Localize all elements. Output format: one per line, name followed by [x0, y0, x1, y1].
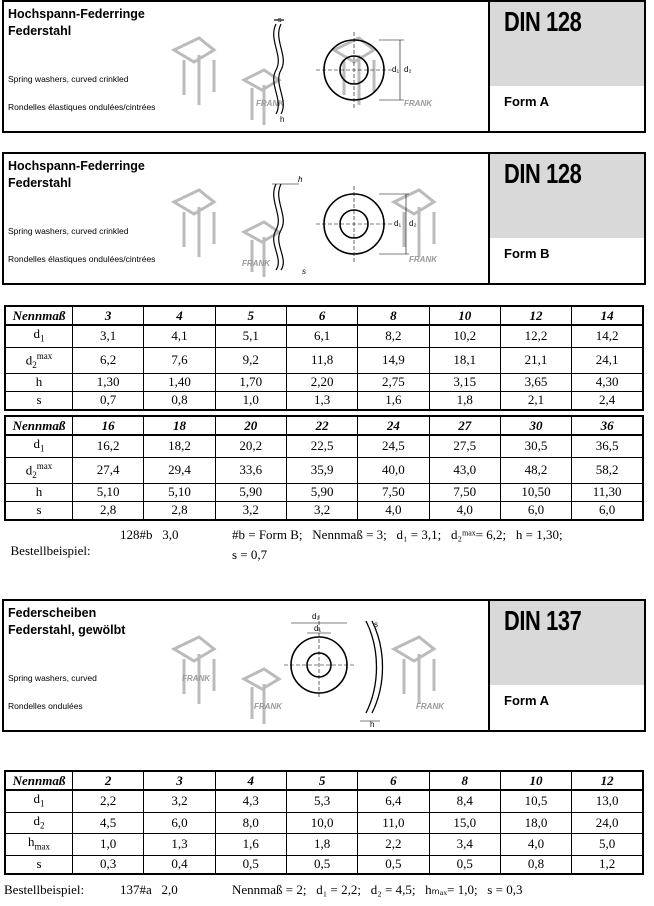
- table-cell: 4,0: [358, 501, 429, 520]
- form-label: Form A: [504, 94, 550, 109]
- table-cell: 3,2: [144, 790, 215, 812]
- table-cell: 13,0: [572, 790, 643, 812]
- table-cell: 2: [73, 771, 144, 790]
- table-cell: 3: [73, 306, 144, 325]
- header-right: [488, 601, 644, 730]
- table-cell: 4: [215, 771, 286, 790]
- table-cell: 3,65: [500, 373, 571, 391]
- table-row: [5, 435, 643, 457]
- order-code-2: 137#a 2,0: [120, 882, 178, 897]
- table-row: [5, 855, 643, 874]
- table-cell: 48,2: [500, 457, 571, 483]
- frank-logo-icon: [174, 637, 434, 724]
- table-cell: 11,8: [286, 347, 357, 373]
- row-label: Nennmaß: [5, 416, 73, 435]
- row-label: s: [5, 855, 73, 874]
- table-cell: 21,1: [500, 347, 571, 373]
- table-row: [5, 834, 643, 856]
- table-cell: 5,10: [144, 483, 215, 501]
- label-d2: d₂: [312, 612, 320, 621]
- form-label: Form A: [504, 693, 550, 708]
- label-d1: d₁: [314, 624, 322, 633]
- row-label: Nennmaß: [5, 771, 73, 790]
- table-row: [5, 790, 643, 812]
- header-right: [488, 2, 644, 131]
- table-cell: 9,2: [215, 347, 286, 373]
- table-cell: 12: [500, 306, 571, 325]
- label-d2: d₂: [409, 219, 417, 228]
- row-label: $h_{max}$: [5, 834, 73, 856]
- table-cell: 16,2: [73, 435, 144, 457]
- table-cell: 8,2: [358, 325, 429, 347]
- table-cell: 1,8: [286, 834, 357, 856]
- table-cell: 7,6: [144, 347, 215, 373]
- table-cell: 18,1: [429, 347, 500, 373]
- title-line1: Hochspann-Federringe: [8, 159, 145, 173]
- table-cell: 10: [429, 306, 500, 325]
- table-cell: 7,50: [429, 483, 500, 501]
- table-cell: 5,1: [215, 325, 286, 347]
- table-cell: 7,50: [358, 483, 429, 501]
- din-number: DIN 137: [504, 605, 582, 636]
- table-cell: 24,1: [572, 347, 643, 373]
- order-code-1: 128#b 3,0: [120, 527, 179, 542]
- table-cell: 2,8: [144, 501, 215, 520]
- table-cell: 22,5: [286, 435, 357, 457]
- table-cell: 0,4: [144, 855, 215, 874]
- table-cell: 4,30: [572, 373, 643, 391]
- header-din128-form-a: [2, 0, 646, 133]
- table-cell: 5,90: [286, 483, 357, 501]
- table-cell: 11,30: [572, 483, 643, 501]
- table-cell: 5,0: [572, 834, 643, 856]
- table-row: [5, 483, 643, 501]
- washer-drawing-a: [154, 10, 474, 130]
- title-line2: Federstahl: [8, 24, 72, 38]
- table-cell: 30: [500, 416, 571, 435]
- brand-watermark: FRANK: [242, 259, 270, 268]
- table-cell: 24,5: [358, 435, 429, 457]
- title-line1: Federscheiben: [8, 606, 97, 620]
- english-name: Spring washers, curved: [8, 673, 97, 683]
- label-s: s: [278, 17, 282, 24]
- table-cell: 36,5: [572, 435, 643, 457]
- table-cell: 10: [500, 771, 571, 790]
- table-cell: 20,2: [215, 435, 286, 457]
- side-profile: [360, 621, 383, 721]
- table-cell: 8,0: [215, 812, 286, 834]
- table-cell: 1,0: [215, 391, 286, 410]
- table-cell: 0,5: [286, 855, 357, 874]
- table-cell: 6,0: [572, 501, 643, 520]
- table-header-row: [5, 771, 643, 790]
- table-cell: 3,15: [429, 373, 500, 391]
- order-details-1b: s = 0,7: [232, 547, 268, 562]
- row-label: $d_2$: [5, 812, 73, 834]
- table-cell: 4,5: [73, 812, 144, 834]
- table-cell: 58,2: [572, 457, 643, 483]
- table-cell: 20: [215, 416, 286, 435]
- order-details-1: #b = Form B; Nennmaß = 3; d₁ = 3,1; d₂ᵐᵃˣ= 6,2; h = 1,30;: [232, 527, 563, 542]
- label-h: h: [280, 115, 285, 124]
- product-title: [8, 605, 125, 639]
- table-cell: 12,2: [500, 325, 571, 347]
- table-cell: 1,6: [215, 834, 286, 856]
- table-cell: 16: [73, 416, 144, 435]
- table-row: [5, 501, 643, 520]
- label-d2: d₂: [404, 65, 412, 74]
- french-name: Rondelles élastiques ondulées/cintrées: [8, 102, 156, 112]
- table-cell: 8: [429, 771, 500, 790]
- table-cell: 6,0: [500, 501, 571, 520]
- row-label: $d_1$: [5, 790, 73, 812]
- table-cell: 43,0: [429, 457, 500, 483]
- label-d1: d₁: [392, 65, 400, 74]
- table-cell: 33,6: [215, 457, 286, 483]
- brand-watermark: FRANK: [409, 255, 437, 264]
- table-cell: 1,70: [215, 373, 286, 391]
- table-cell: 2,75: [358, 373, 429, 391]
- table-cell: 6: [358, 771, 429, 790]
- brand-watermark: FRANK: [254, 702, 282, 711]
- table-cell: 36: [572, 416, 643, 435]
- table-cell: 27,4: [73, 457, 144, 483]
- table-cell: 24: [358, 416, 429, 435]
- table-row: [5, 325, 643, 347]
- header-din128-form-b: [2, 152, 646, 285]
- table-header-row: [5, 306, 643, 325]
- row-label: h: [5, 373, 73, 391]
- table-cell: 14: [572, 306, 643, 325]
- table-cell: 2,8: [73, 501, 144, 520]
- table-cell: 6,0: [144, 812, 215, 834]
- table-cell: 22: [286, 416, 357, 435]
- frank-logo-icon: [174, 190, 434, 277]
- table-cell: 1,0: [73, 834, 144, 856]
- table-cell: 40,0: [358, 457, 429, 483]
- table-cell: 1,8: [429, 391, 500, 410]
- header-left: [4, 2, 488, 131]
- label-s: s: [302, 267, 306, 276]
- table-cell: 1,2: [572, 855, 643, 874]
- side-profile: [272, 184, 299, 270]
- din-box: [490, 2, 644, 86]
- table-cell: 0,5: [358, 855, 429, 874]
- din-number: DIN 128: [504, 158, 582, 189]
- table-cell: 18,2: [144, 435, 215, 457]
- brand-watermark: FRANK: [416, 702, 444, 711]
- table-cell: 2,1: [500, 391, 571, 410]
- table-cell: 15,0: [429, 812, 500, 834]
- table-header-row: [5, 416, 643, 435]
- table-cell: 2,2: [358, 834, 429, 856]
- table-cell: 4,3: [215, 790, 286, 812]
- table-cell: 3,2: [215, 501, 286, 520]
- table-cell: 6,1: [286, 325, 357, 347]
- table-cell: 1,40: [144, 373, 215, 391]
- title-line1: Hochspann-Federringe: [8, 7, 145, 21]
- table-cell: 29,4: [144, 457, 215, 483]
- table-cell: 4: [144, 306, 215, 325]
- table-cell: 4,1: [144, 325, 215, 347]
- table-cell: 3: [144, 771, 215, 790]
- title-line2: Federstahl, gewölbt: [8, 623, 126, 637]
- table-cell: 8,4: [429, 790, 500, 812]
- header-din137-form-a: [2, 599, 646, 732]
- table-row: [5, 391, 643, 410]
- din-box: [490, 154, 644, 238]
- table-cell: 5: [286, 771, 357, 790]
- header-left: [4, 601, 488, 730]
- row-label: $d_2^{max}$: [5, 347, 73, 373]
- english-name: Spring washers, curved crinkled: [8, 226, 129, 236]
- label-d1: d₁: [394, 219, 402, 228]
- table-cell: 0,8: [144, 391, 215, 410]
- row-label: $d_1$: [5, 435, 73, 457]
- table-cell: 6: [286, 306, 357, 325]
- table-cell: 11,0: [358, 812, 429, 834]
- din-box: [490, 601, 644, 685]
- table-row: [5, 812, 643, 834]
- row-label: $d_1$: [5, 325, 73, 347]
- french-name: Rondelles élastiques ondulées/cintrées: [8, 254, 156, 264]
- table-cell: 10,2: [429, 325, 500, 347]
- table-row: [5, 457, 643, 483]
- brand-watermark: FRANK: [256, 99, 284, 108]
- dimension-table-1: [4, 305, 644, 411]
- washer-drawing-b: [154, 162, 474, 282]
- table-cell: 18: [144, 416, 215, 435]
- table-cell: 4,0: [429, 501, 500, 520]
- title-line2: Federstahl: [8, 176, 72, 190]
- product-title: [8, 6, 145, 40]
- row-label: $d_2^{max}$: [5, 457, 73, 483]
- table-cell: 8: [358, 306, 429, 325]
- dimension-table-3: [4, 770, 644, 875]
- row-label: h: [5, 483, 73, 501]
- table-cell: 1,6: [358, 391, 429, 410]
- form-label: Form B: [504, 246, 550, 261]
- table-cell: 3,2: [286, 501, 357, 520]
- order-details-2: Nennmaß = 2; d₁ = 2,2; d₂ = 4,5; hₘₐₓ= 1,0; s = 0,3: [232, 882, 523, 897]
- table-cell: 4,0: [500, 834, 571, 856]
- table-cell: 1,3: [286, 391, 357, 410]
- table-row: [5, 347, 643, 373]
- english-name: Spring washers, curved crinkled: [8, 74, 129, 84]
- header-left: [4, 154, 488, 283]
- table-cell: 5: [215, 306, 286, 325]
- row-label: s: [5, 501, 73, 520]
- table-cell: 24,0: [572, 812, 643, 834]
- table-cell: 3,4: [429, 834, 500, 856]
- table-cell: 14,9: [358, 347, 429, 373]
- table-cell: 5,90: [215, 483, 286, 501]
- order-example-1: [4, 527, 91, 559]
- table-cell: 6,4: [358, 790, 429, 812]
- table-cell: 30,5: [500, 435, 571, 457]
- row-label: s: [5, 391, 73, 410]
- table-cell: 35,9: [286, 457, 357, 483]
- label-s: s: [374, 620, 378, 629]
- table-cell: 6,2: [73, 347, 144, 373]
- table-cell: 12: [572, 771, 643, 790]
- dimension-table-2: [4, 415, 644, 521]
- label-h: h: [298, 175, 303, 184]
- brand-watermark: FRANK: [404, 99, 432, 108]
- washer-drawing-c: [154, 609, 474, 729]
- header-right: [488, 154, 644, 283]
- table-cell: 5,3: [286, 790, 357, 812]
- table-cell: 10,50: [500, 483, 571, 501]
- order-example-2: Bestellbeispiel:: [4, 882, 85, 897]
- brand-watermark: FRANK: [182, 674, 210, 683]
- table-row: [5, 373, 643, 391]
- table-cell: 10,0: [286, 812, 357, 834]
- table-cell: 0,3: [73, 855, 144, 874]
- product-title: [8, 158, 145, 192]
- order-label: Bestellbeispiel:: [10, 543, 91, 558]
- table-cell: 0,5: [215, 855, 286, 874]
- table-cell: 27: [429, 416, 500, 435]
- din-number: DIN 128: [504, 6, 582, 37]
- table-cell: 0,8: [500, 855, 571, 874]
- table-cell: 1,3: [144, 834, 215, 856]
- table-cell: 18,0: [500, 812, 571, 834]
- table-cell: 1,30: [73, 373, 144, 391]
- table-cell: 0,7: [73, 391, 144, 410]
- table-cell: 27,5: [429, 435, 500, 457]
- table-cell: 2,2: [73, 790, 144, 812]
- table-cell: 3,1: [73, 325, 144, 347]
- table-cell: 2,4: [572, 391, 643, 410]
- table-cell: 0,5: [429, 855, 500, 874]
- table-cell: 5,10: [73, 483, 144, 501]
- table-cell: 14,2: [572, 325, 643, 347]
- table-cell: 2,20: [286, 373, 357, 391]
- label-h: h: [370, 720, 375, 729]
- table-cell: 10,5: [500, 790, 571, 812]
- row-label: Nennmaß: [5, 306, 73, 325]
- french-name: Rondelles ondulées: [8, 701, 83, 711]
